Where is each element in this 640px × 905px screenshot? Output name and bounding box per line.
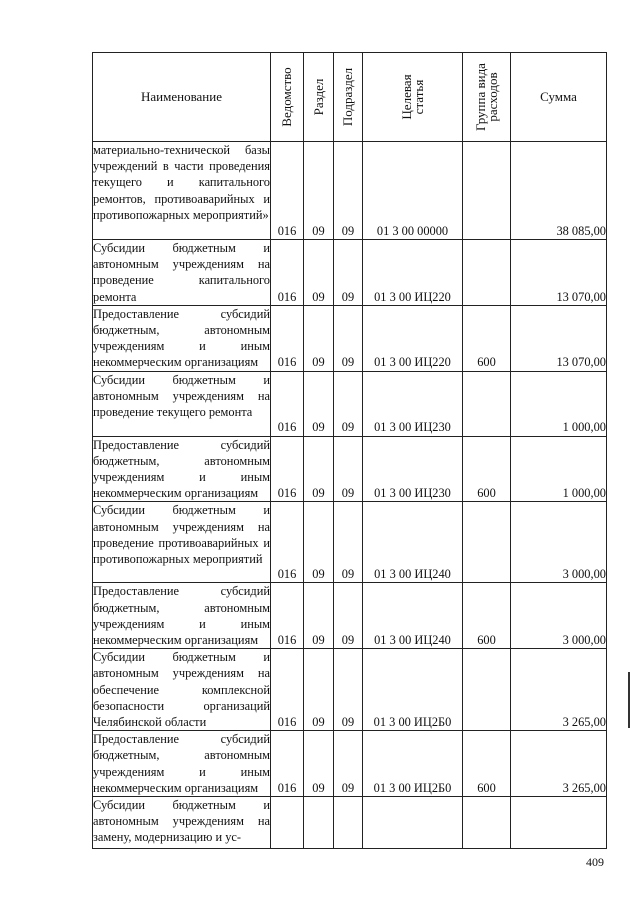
row-sum: 13 070,00 [511,305,607,371]
row-vedomstvo: 016 [271,142,304,240]
row-podrazdel: 09 [334,583,363,649]
row-target: 01 3 00 00000 [363,142,463,240]
row-group: 600 [463,731,511,797]
header-group: Группа вида расходов [463,53,511,142]
row-group: 600 [463,305,511,371]
row-podrazdel: 09 [334,305,363,371]
table-row [93,502,607,583]
page-number: 409 [586,855,604,869]
scan-artifact-line [628,672,630,728]
row-group: 600 [463,583,511,649]
row-name: Субсидии бюджетным и автономным учреждениям на обеспечение комплексной безопасности организаций Челябинской области [93,650,270,730]
row-sum: 1 000,00 [511,371,607,436]
row-target: 01 3 00 ИЦ2Б0 [363,649,463,731]
row-name: Предоставление субсидий бюджетным, автономным учреждениям и иным некоммерческим организациям [93,584,270,648]
table-row [93,142,607,240]
table-row [93,797,607,849]
row-sum [511,797,607,849]
row-vedomstvo: 016 [271,502,304,583]
row-name: Предоставление субсидий бюджетным, автономным учреждениям и иным некоммерческим организациям [93,437,270,501]
row-name: Предоставление субсидий бюджетным, автономным учреждениям и иным некоммерческим организациям [93,306,270,370]
table-row [93,731,607,797]
header-podrazdel: Подраздел [334,53,363,142]
row-target [363,797,463,849]
budget-table [92,52,607,849]
row-razdel: 09 [304,502,334,583]
row-razdel: 09 [304,649,334,731]
row-group [463,371,511,436]
row-name: Предоставление субсидий бюджетным, автономным учреждениям и иным некоммерческим организациям [93,732,270,795]
row-sum: 3 000,00 [511,502,607,583]
table-row [93,240,607,306]
row-podrazdel: 09 [334,240,363,306]
header-sum: Сумма [511,53,607,142]
row-name: материально-технической базы учреждений в части проведения текущего и капитального ремонтов, противоаварийных и противопожарных мероприятий» [93,142,271,240]
row-razdel: 09 [304,142,334,240]
row-razdel: 09 [304,240,334,306]
row-target: 01 3 00 ИЦ230 [363,371,463,436]
row-sum: 13 070,00 [511,240,607,306]
row-podrazdel [334,797,363,849]
header-razdel: Раздел [304,53,334,142]
row-podrazdel: 09 [334,731,363,797]
row-group [463,649,511,731]
header-name: Наименование [93,53,271,142]
row-razdel: 09 [304,583,334,649]
row-vedomstvo: 016 [271,583,304,649]
row-target: 01 3 00 ИЦ230 [363,436,463,502]
row-group [463,240,511,306]
row-vedomstvo [271,797,304,849]
header-target: Целевая статья [363,53,463,142]
row-target: 01 3 00 ИЦ240 [363,502,463,583]
row-name: Субсидии бюджетным и автономным учреждениям на проведение капитального ремонта [93,241,270,304]
row-podrazdel: 09 [334,436,363,502]
table-row [93,305,607,371]
row-razdel: 09 [304,371,334,436]
table-row [93,371,607,436]
row-group: 600 [463,436,511,502]
row-sum: 1 000,00 [511,436,607,502]
row-name: Субсидии бюджетным и автономным учреждениям на замену, модернизацию и ус- [93,797,271,849]
row-podrazdel: 09 [334,142,363,240]
row-target: 01 3 00 ИЦ2Б0 [363,731,463,797]
row-podrazdel: 09 [334,649,363,731]
row-vedomstvo: 016 [271,649,304,731]
table-header-row [93,53,607,142]
row-vedomstvo: 016 [271,240,304,306]
row-group [463,142,511,240]
row-vedomstvo: 016 [271,436,304,502]
row-podrazdel: 09 [334,371,363,436]
row-sum: 3 265,00 [511,731,607,797]
row-razdel: 09 [304,305,334,371]
row-vedomstvo: 016 [271,305,304,371]
row-razdel: 09 [304,731,334,797]
row-target: 01 3 00 ИЦ220 [363,305,463,371]
row-sum: 3 265,00 [511,649,607,731]
row-name: Субсидии бюджетным и автономным учреждениям на проведение противоаварийных и противопожарных мероприятий [93,502,271,583]
row-podrazdel: 09 [334,502,363,583]
row-target: 01 3 00 ИЦ220 [363,240,463,306]
row-sum: 38 085,00 [511,142,607,240]
table-row [93,649,607,731]
row-razdel: 09 [304,436,334,502]
header-vedomstvo: Ведомство [271,53,304,142]
row-razdel [304,797,334,849]
row-target: 01 3 00 ИЦ240 [363,583,463,649]
table-row [93,583,607,649]
row-sum: 3 000,00 [511,583,607,649]
row-group [463,502,511,583]
table-row [93,436,607,502]
row-vedomstvo: 016 [271,731,304,797]
row-group [463,797,511,849]
row-name: Субсидии бюджетным и автономным учреждениям на проведение текущего ремонта [93,371,271,436]
row-vedomstvo: 016 [271,371,304,436]
